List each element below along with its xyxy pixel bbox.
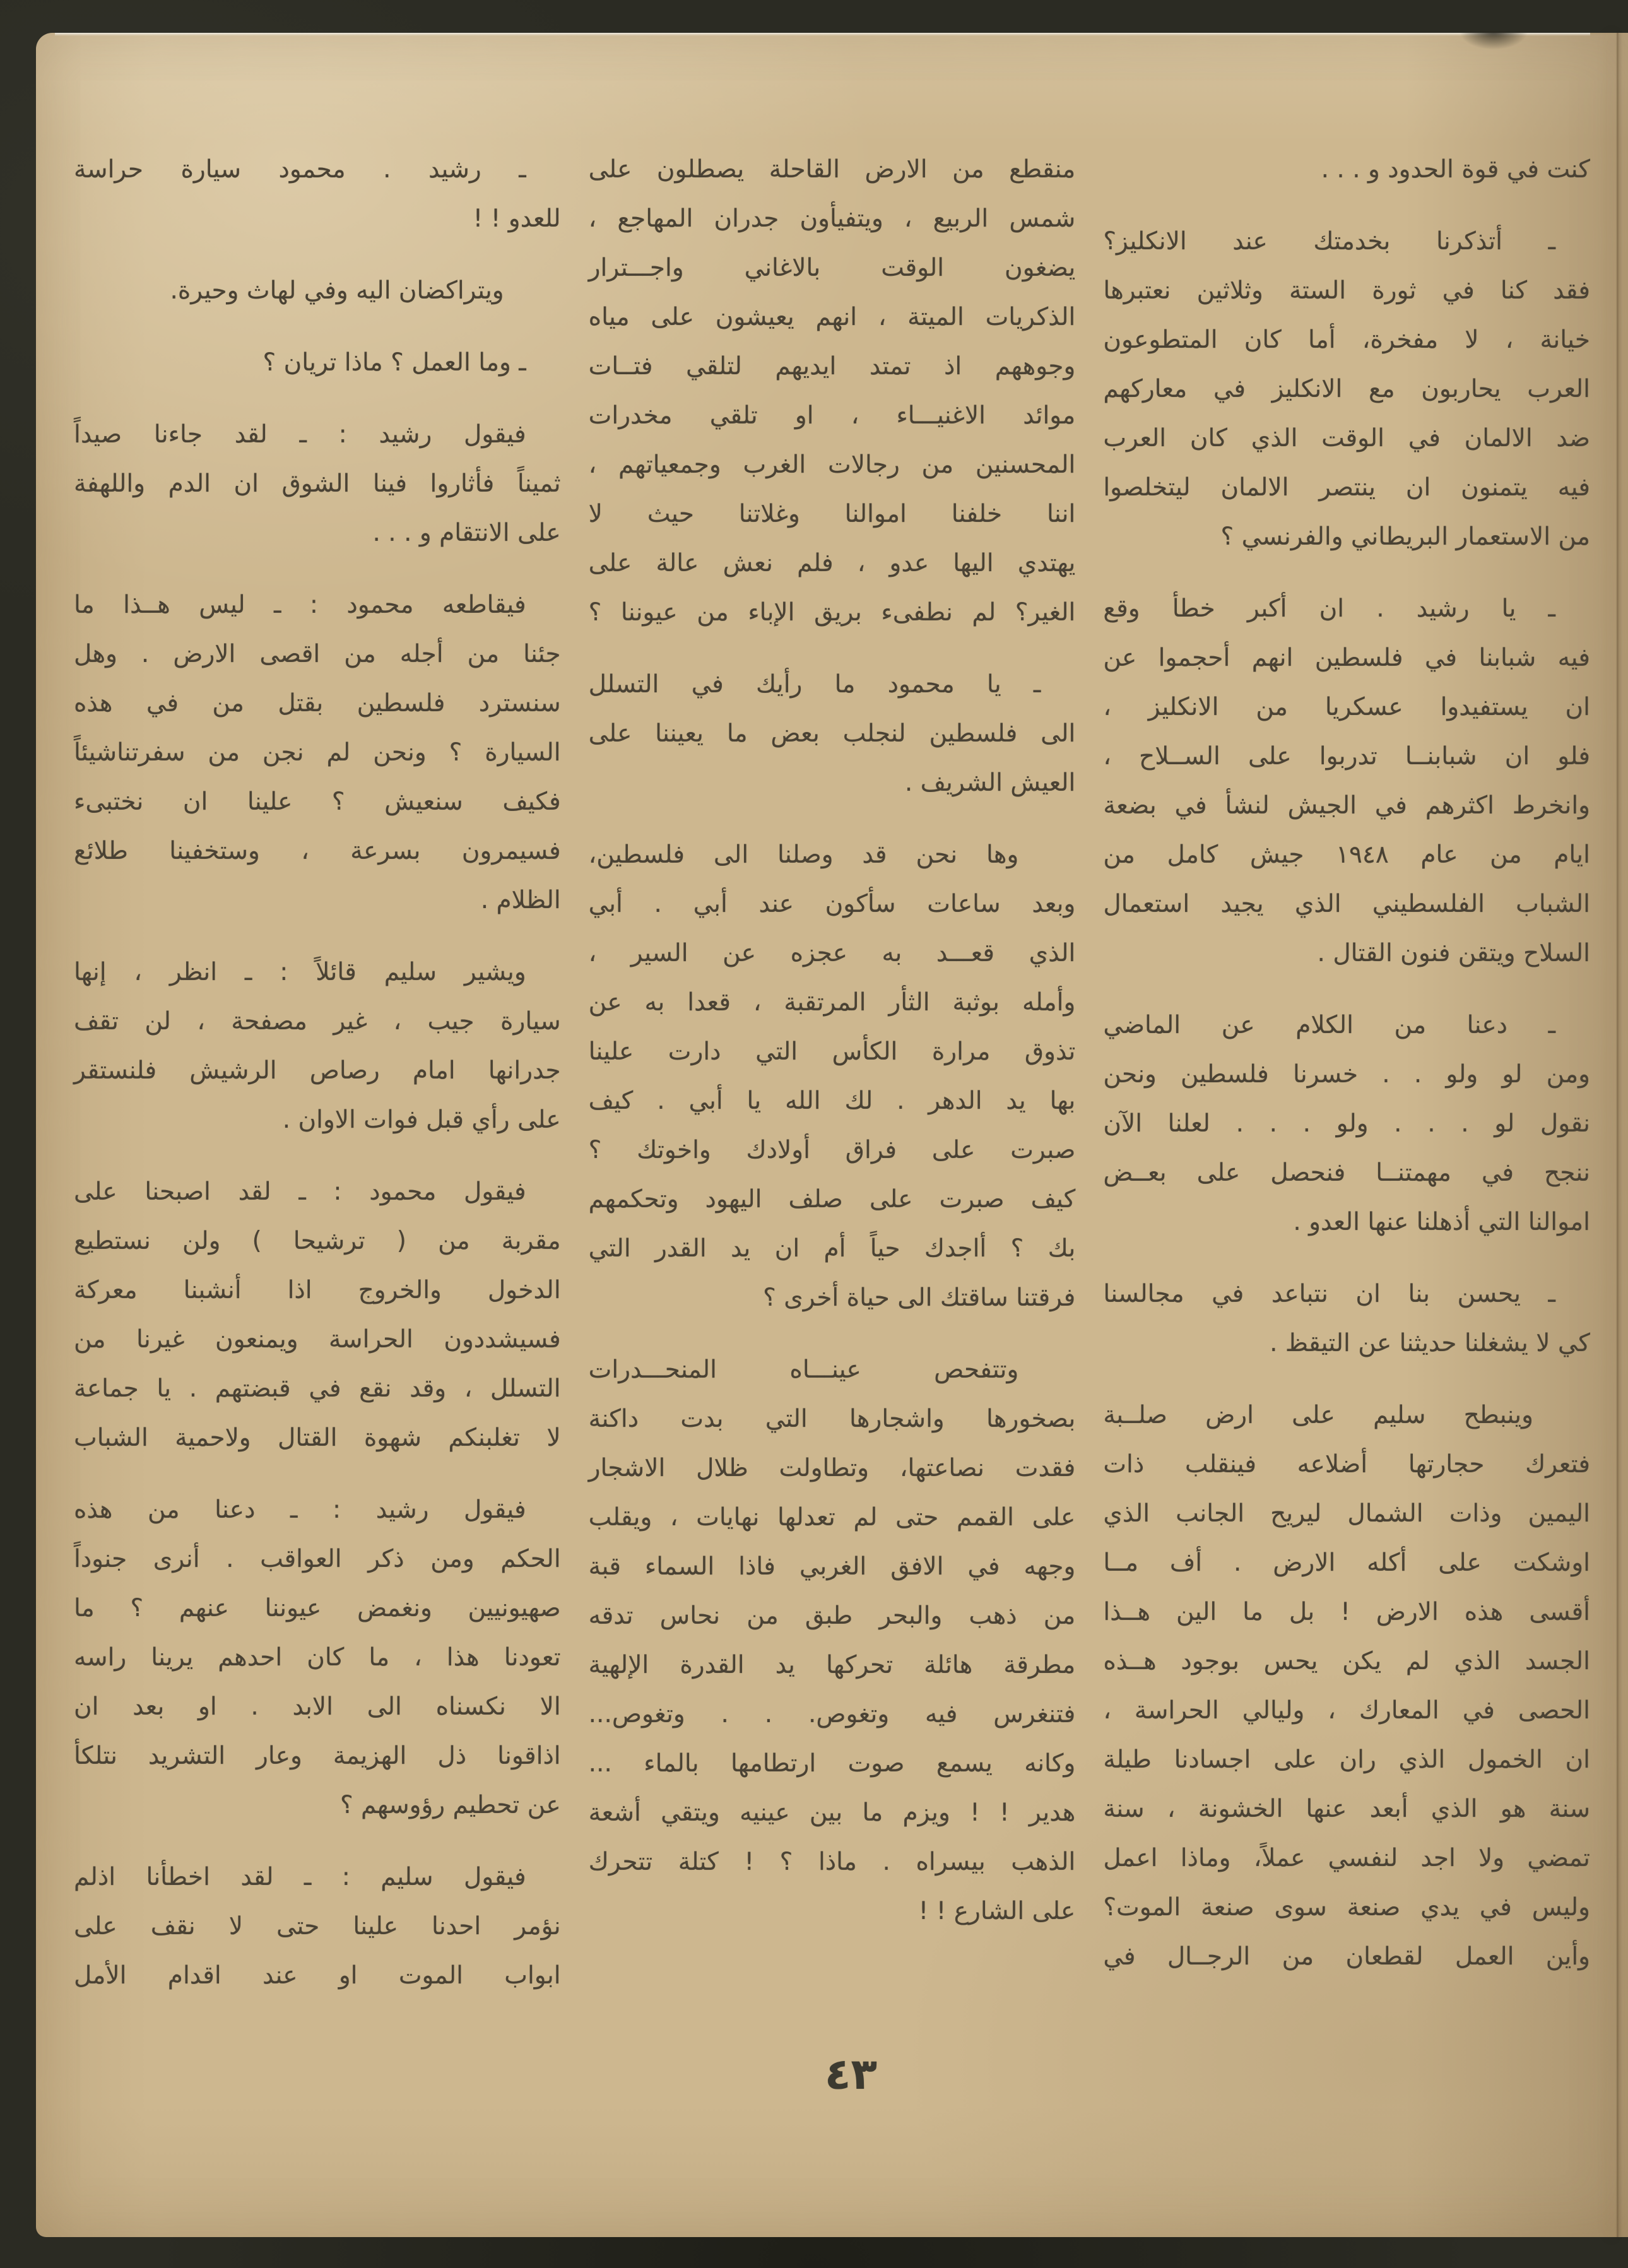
text-line: ـ دعنا من الكلام عن الماضي bbox=[1103, 1011, 1555, 1039]
text-line: فيه يتمنون ان ينتصر الالمان ليتخلصوا bbox=[1103, 473, 1590, 502]
text-line: ابواب الموت او عند اقدام الأمل bbox=[73, 1961, 561, 1990]
text-line: العرب يحاربون مع الانكليز في معاركهم bbox=[1103, 375, 1590, 403]
text-line: الذي قعـــد به عجزه عن السير ، bbox=[588, 939, 1076, 967]
text-line: ثميناً فأثاروا فينا الشوق ان الدم واللهفة bbox=[73, 470, 561, 498]
text-line: بك ؟ أاجدك حياً أم ان يد القدر التي bbox=[588, 1234, 1076, 1263]
text-line: اوشكت على أكله الارض . أف مــا bbox=[1103, 1549, 1590, 1577]
text-line: السلاح ويتقن فنون القتال . bbox=[1317, 939, 1590, 967]
text-line: كي لا يشغلنا حديثنا عن التيقظ . bbox=[1270, 1329, 1590, 1357]
text-line: فيقول محمود : ـ لقد اصبحنا على bbox=[73, 1178, 526, 1206]
text-line: سنسترد فلسطين بقتل من في هذه bbox=[73, 689, 561, 718]
text-line: من الاستعمار البريطاني والفرنسي ؟ bbox=[1220, 523, 1590, 551]
text-line: جدرانها امام رصاص الرشيش فلنستقر bbox=[73, 1056, 561, 1085]
text-line: وليس في يدي صنعة سوى صنعة الموت؟ bbox=[1103, 1893, 1590, 1922]
paragraph bbox=[1103, 145, 1590, 194]
text-line: ـ يا رشيد . ان أكبر خطأ وقع bbox=[1103, 594, 1555, 623]
text-line: وتتفحص عينـــاه المنحـــدرات bbox=[588, 1355, 1019, 1384]
paragraph bbox=[1103, 217, 1590, 562]
text-line: العيش الشريف . bbox=[904, 769, 1076, 797]
text-line: اننا خلفنا اموالنا وغلاتنا حيث لا bbox=[588, 500, 1076, 528]
text-line: موائد الاغنيـــاء ، او تلقي مخدرات bbox=[588, 401, 1076, 430]
text-line: فيقول رشيد : ـ لقد جاءنا صيداً bbox=[73, 420, 526, 449]
text-column-middle bbox=[589, 145, 1076, 1936]
text-line: فلو ان شبابنــا تدربوا على الســلاح ، bbox=[1103, 742, 1590, 771]
text-columns bbox=[74, 145, 1590, 2000]
paragraph bbox=[1103, 584, 1590, 978]
text-line: ضد الالمان في الوقت الذي كان العرب bbox=[1103, 424, 1590, 452]
text-line: الا نكسناه الى الابد . او بعد ان bbox=[73, 1692, 561, 1721]
paragraph bbox=[74, 1853, 561, 2000]
text-line: الغير؟ لم نطفىء بريق الإباء من عيوننا ؟ bbox=[588, 598, 1076, 627]
text-line: فقد كنا في ثورة الستة وثلاثين نعتبرها bbox=[1103, 276, 1590, 305]
paragraph bbox=[74, 338, 561, 387]
text-line: فقدت نصاعتها، وتطاولت ظلال الاشجار bbox=[588, 1454, 1076, 1482]
paragraph bbox=[74, 1167, 561, 1463]
text-line: فيه شبابنا في فلسطين انهم أحجموا عن bbox=[1103, 644, 1590, 672]
book-page-paper bbox=[36, 33, 1628, 2237]
text-line: بها يد الدهر . لك الله يا أبي . كيف bbox=[588, 1087, 1076, 1115]
text-line: عن تحطيم رؤوسهم ؟ bbox=[339, 1791, 561, 1819]
text-line: هدير ! ! ويزم ما بين عينيه ويتقي أشعة bbox=[588, 1798, 1076, 1827]
paragraph bbox=[74, 266, 561, 316]
paragraph bbox=[589, 830, 1076, 1323]
page-number: ٤٣ bbox=[824, 2050, 877, 2100]
page-content bbox=[36, 33, 1628, 2237]
text-line: فسيشددون الحراسة ويمنعون غيرنا من bbox=[73, 1325, 561, 1354]
text-column-right bbox=[1103, 145, 1590, 1982]
text-line: ان يستفيدوا عسكريا من الانكليز ، bbox=[1103, 693, 1590, 721]
text-line: مطرقة هائلة تحركها يد القدرة الإلهية bbox=[588, 1651, 1076, 1679]
text-line: ايام من عام ١٩٤٨ جيش كامل من bbox=[1103, 841, 1590, 869]
text-line: أقسى هذه الارض ! بل ما الين هــذا bbox=[1103, 1598, 1590, 1626]
text-line: للعدو ! ! bbox=[473, 204, 561, 233]
text-line: ان الخمول الذي ران على اجسادنا طيلة bbox=[1103, 1745, 1590, 1774]
text-line: صهيونيين ونغمض عيوننا عنهم ؟ ما bbox=[73, 1594, 561, 1622]
paragraph bbox=[1103, 1391, 1590, 1982]
text-line: المحسنين من رجالات الغرب وجمعياتهم ، bbox=[588, 451, 1076, 479]
text-line: الذكريات الميتة ، انهم يعيشون على مياه bbox=[588, 303, 1076, 331]
paragraph bbox=[74, 581, 561, 925]
text-line: على الانتقام و . . . bbox=[372, 519, 561, 547]
text-line: وأمله بوثبة الثأر المرتقبة ، قعدا به عن bbox=[588, 988, 1076, 1017]
text-line: الحصى في المعارك ، وليالي الحراسة ، bbox=[1103, 1696, 1590, 1725]
text-line: فرقتنا ساقتك الى حياة أخرى ؟ bbox=[763, 1284, 1076, 1312]
text-line: وجهه في الافق الغربي فاذا السماء قبة bbox=[588, 1552, 1076, 1581]
text-line: سيارة جيب ، غير مصفحة ، لن تقف bbox=[73, 1007, 561, 1036]
text-line: شمس الربيع ، ويتفيأون جدران المهاجع ، bbox=[588, 204, 1076, 233]
text-line: وأين العمل لقطعان من الرجــال في bbox=[1103, 1942, 1590, 1971]
text-line: الظلام . bbox=[480, 886, 561, 914]
text-line: لا تغلبنكم شهوة القتال ولاحمية الشباب bbox=[73, 1424, 561, 1452]
text-line: جئنا من أجله من اقصى الارض . وهل bbox=[73, 640, 561, 668]
text-line: فيقول سليم : ـ لقد اخطأنا اذلم bbox=[73, 1863, 526, 1891]
text-line: ننجح في مهمتنــا فنحصل على بعــض bbox=[1103, 1159, 1590, 1187]
text-line: على رأي قبل فوات الاوان . bbox=[282, 1106, 561, 1134]
text-column-left bbox=[74, 145, 561, 2000]
text-line: وبعد ساعات سأكون عند أبي . أبي bbox=[588, 890, 1076, 918]
paragraph bbox=[589, 145, 1076, 637]
paragraph bbox=[74, 145, 561, 244]
text-line: فيقول رشيد : ـ دعنا من هذه bbox=[73, 1496, 526, 1524]
text-line: سنة هو الذي أبعد عنها الخشونة ، سنة bbox=[1103, 1795, 1590, 1823]
text-line: وها نحن قد وصلنا الى فلسطين، bbox=[588, 841, 1019, 869]
text-line: صبرت على فراق أولادك واخوتك ؟ bbox=[588, 1136, 1076, 1164]
text-line: اذاقونا ذل الهزيمة وعار التشريد نتلكأ bbox=[73, 1742, 561, 1770]
text-line: وانخرط اكثرهم في الجيش لنشأ في بضعة bbox=[1103, 791, 1590, 820]
text-line: اليمين وذات الشمال ليريح الجانب الذي bbox=[1103, 1499, 1590, 1528]
text-line: على القمم حتى لم تعدلها نهايات ، ويقلب bbox=[588, 1503, 1076, 1532]
text-line: كنت في قوة الحدود و . . . bbox=[1321, 155, 1590, 184]
text-line: فسيمرون بسرعة ، وستخفينا طلائع bbox=[73, 837, 561, 865]
paragraph bbox=[74, 948, 561, 1145]
text-line: على الشارع ! ! bbox=[918, 1897, 1076, 1925]
text-line: يضغون الوقت بالاغاني واجـــترار bbox=[588, 254, 1076, 282]
text-line: من ذهب والبحر طبق من نحاس تدقه bbox=[588, 1602, 1076, 1630]
paragraph bbox=[589, 1345, 1076, 1936]
paragraph bbox=[589, 660, 1076, 808]
text-line: الى فلسطين لنجلب بعض ما يعيننا على bbox=[588, 719, 1076, 748]
text-line: اموالنا التي أذهلنا عنها العدو . bbox=[1293, 1208, 1590, 1236]
text-line: ـ رشيد . محمود سيارة حراسة bbox=[73, 155, 526, 184]
text-line: التسلل ، وقد نقع في قبضتهم . يا جماعة bbox=[73, 1374, 561, 1403]
paragraph bbox=[1103, 1001, 1590, 1247]
text-line: الدخول والخروج اذا أنشبنا معركة bbox=[73, 1276, 561, 1304]
text-line: الجسد الذي لم يكن يحس بوجود هــذه bbox=[1103, 1647, 1590, 1675]
text-line: خيانة ، لا مفخرة، أما كان المتطوعون bbox=[1103, 326, 1590, 354]
paragraph bbox=[74, 410, 561, 558]
paragraph bbox=[74, 1485, 561, 1830]
text-line: ـ يحسن بنا ان نتباعد في مجالسنا bbox=[1103, 1280, 1555, 1308]
text-line: فكيف سنعيش ؟ علينا ان نختبىء bbox=[73, 788, 561, 816]
text-line: ـ وما العمل ؟ ماذا تريان ؟ bbox=[262, 348, 526, 377]
text-line: فتنغرس فيه وتغوص. . . وتغوص... bbox=[588, 1700, 1076, 1728]
text-line: منقطع من الارض القاحلة يصطلون على bbox=[588, 155, 1076, 184]
paragraph bbox=[1103, 1270, 1590, 1368]
text-line: وينبطح سليم على ارض صلــبة bbox=[1103, 1401, 1533, 1429]
text-line: السيارة ؟ ونحن لم نجن من سفرتناشيئاً bbox=[73, 738, 561, 767]
text-line: ـ أتذكرنا بخدمتك عند الانكليز؟ bbox=[1103, 227, 1555, 256]
text-line: فيقاطعه محمود : ـ ليس هــذا ما bbox=[73, 591, 526, 619]
text-line: فتعرك حجارتها أضلاعه فينقلب ذات bbox=[1103, 1450, 1590, 1479]
text-line: وكانه يسمع صوت ارتطامها بالماء ... bbox=[588, 1749, 1076, 1778]
text-line: بصخورها واشجارها التي بدت داكنة bbox=[588, 1405, 1076, 1433]
text-line: وجوههم اذ تمتد ايديهم لتلقي فتــات bbox=[588, 352, 1076, 381]
text-line: مقربة من ( ترشيحا ) ولن نستطيع bbox=[73, 1227, 561, 1255]
text-line: تعودنا هذا ، ما كان احدهم يرينا راسه bbox=[73, 1643, 561, 1672]
text-line: ـ يا محمود ما رأيك في التسلل bbox=[588, 670, 1041, 699]
text-line: نقول لو . . . ولو . . . لعلنا الآن bbox=[1103, 1109, 1590, 1138]
text-line: الشباب الفلسطيني الذي يجيد استعمال bbox=[1103, 890, 1590, 918]
text-line: يهتدي اليها عدو ، فلم نعش عالة على bbox=[588, 549, 1076, 577]
text-line: تمضي ولا اجد لنفسي عملاً، وماذا اعمل bbox=[1103, 1844, 1590, 1872]
text-line: تذوق مرارة الكأس التي دارت علينا bbox=[588, 1037, 1076, 1066]
text-line: نؤمر احدنا علينا حتى لا نقف على bbox=[73, 1912, 561, 1940]
text-line: ومن لو ولو . . خسرنا فلسطين ونحن bbox=[1103, 1060, 1590, 1089]
text-line: كيف صبرت على صلف اليهود وتحكمهم bbox=[588, 1185, 1076, 1214]
text-line: الذهب بيسراه . ماذا ؟ ! كتلة تتحرك bbox=[588, 1848, 1076, 1876]
text-line: ويشير سليم قائلاً : ـ انظر ، إنها bbox=[73, 958, 526, 986]
text-line: ويتراكضان اليه وفي لهاث وحيرة. bbox=[170, 276, 504, 305]
text-line: الحكم ومن ذكر العواقب . أنرى جنوداً bbox=[73, 1545, 561, 1573]
